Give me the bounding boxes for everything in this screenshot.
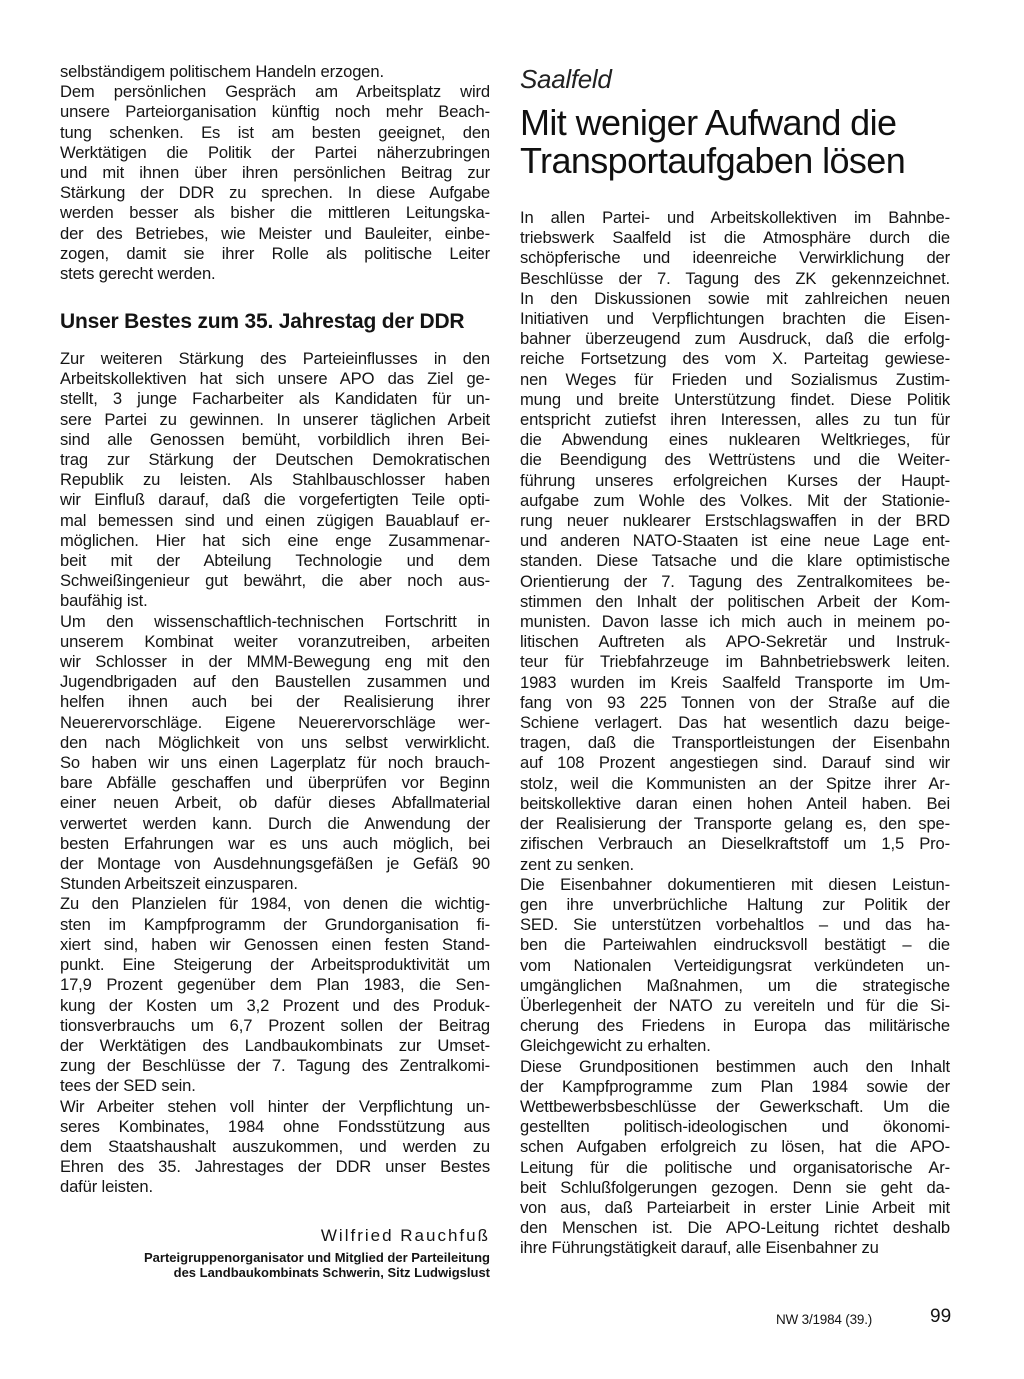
text-line: der Werktätigen des Landbaukombinats zur Umset- (60, 1035, 490, 1055)
text-line: In allen Partei- und Arbeitskollektiven im Bahnbe- (520, 208, 950, 227)
text-line: Diese Grundpositionen bestimmen auch den Inhalt (520, 1056, 950, 1076)
text-line: beit Schlußfolgerungen gezogen. Denn sie geht da- (520, 1177, 950, 1197)
text-line: der Realisierung der Transporte gelang es, den spe- (520, 814, 950, 834)
text-line: umgänglichen Maßnahmen, um die strategische (520, 975, 950, 995)
text-line: 17,9 Prozent gegenüber dem Plan 1983, die Sen- (60, 975, 490, 995)
text-line: von aus, daß Parteiarbeit in erster Linie Arbeit mit (520, 1197, 950, 1217)
text-line: wir Schlosser in der MMM-Bewegung eng mit den (60, 652, 490, 672)
text-line: und anderen NATO-Staaten ist eine neue Lage ent- (520, 531, 950, 551)
text-line: bahner überzeugend zum Ausdruck, daß die erfolg- (520, 329, 950, 349)
text-line: führung unseres erfolgreichen Kurses der Haupt- (520, 470, 950, 490)
text-line: SED. Sie unterstützen vorbehaltlos – und das ha- (520, 915, 950, 935)
text-line: trag zur Stärkung der Deutschen Demokratischen (60, 450, 490, 470)
text-line: tees der SED sein. (60, 1076, 196, 1096)
text-line: Orientierung der 7. Tagung des Zentralkomitees be- (520, 571, 950, 591)
text-line: Beschlüsse der 7. Tagung des ZK gekennzeichnet. (520, 268, 950, 288)
author-role-line: Parteigruppenorganisator und Mitglied der Parteileitung (144, 1250, 490, 1265)
text-line: zent zu senken. (520, 854, 634, 874)
text-line: stimmen den Inhalt der politischen Arbeit der Kom- (520, 591, 950, 611)
text-line: sere Partei zu gewinnen. In unserer täglichen Arbeit (60, 409, 490, 429)
text-line: standen. Diese Tatsache und die klare optimistische (520, 551, 950, 571)
text-line: triebswerk Saalfeld ist die Atmosphäre durch die (520, 228, 950, 248)
text-line: einer neuen Arbeit, ob dafür dieses Abfallmaterial (60, 793, 490, 813)
text-line: Gleichgewicht zu erhalten. (520, 1036, 711, 1056)
text-line: In den Diskussionen sowie mit zahlreichen neuen (520, 288, 950, 308)
text-line: entspricht zutiefst ihren Interessen, alles zu tun für (520, 410, 950, 430)
text-line: Werktätigen die Politik der Partei näherzubringen (60, 142, 490, 162)
text-line: Initiativen und Verpflichtungen brachten die Eisen- (520, 309, 950, 329)
text-line: xiert sind, haben wir Genossen einen festen Stand- (60, 934, 490, 954)
text-line: gen ihre unverbrüchliche Haltung zur Politik der (520, 894, 950, 914)
text-line: stellt, 3 junge Facharbeiter als Kandidaten für un- (60, 389, 490, 409)
text-line: schöpferische und ideenreiche Verwirklichung der (520, 248, 950, 268)
left-body-text (60, 349, 490, 1198)
text-line: teur für Triebfahrzeuge im Bahnbetriebswerk leiten. (520, 652, 950, 672)
text-line: tragen, daß die Transportleistungen der Eisenbahn (520, 733, 950, 753)
text-line: Stunden Arbeitszeit einzusparen. (60, 874, 298, 894)
page-number: 99 (930, 1306, 952, 1327)
text-line: Die Eisenbahner dokumentieren mit diesen Leistun- (520, 874, 950, 894)
text-line: sten im Kampfprogramm der Grundorganisation fi- (60, 914, 490, 934)
text-line: der Kampfprogramme zum Plan 1984 sowie der (520, 1076, 950, 1096)
text-line: Dem persönlichen Gespräch am Arbeitsplatz wird (60, 82, 490, 102)
text-line: auf 108 Prozent angestiegen sind. Darauf sind wir (520, 753, 950, 773)
text-line: verwertet werden kann. Durch die Anwendung der (60, 813, 490, 833)
text-line: Schweißingenieur gut bewährt, die aber noch aus- (60, 571, 490, 591)
text-line: stolz, weil die Kommunisten an der Spitze ihrer Ar- (520, 773, 950, 793)
text-line: Um den wissenschaftlich-technischen Fortschritt in (60, 611, 490, 631)
text-line: unsere Parteiorganisation künftig noch mehr Beach- (60, 102, 490, 122)
text-line: Neuerervorschläge. Eigene Neuerervorschläge wer- (60, 712, 490, 732)
text-line: beit mit der Abteilung Technologie und dem (60, 551, 490, 571)
text-line: ben die Parteiwahlen eindrucksvoll bestätigt – die (520, 935, 950, 955)
left-intro-paragraph (60, 62, 490, 284)
text-line: seres Kombinates, 1984 ohne Fondsstützung aus (60, 1116, 490, 1136)
text-line: mung und breite Unterstützung findet. Diese Politik (520, 389, 950, 409)
text-line: cherung des Friedens in Europa das militärische (520, 1016, 950, 1036)
text-line: zifischen Verbrauch an Dieselkraftstoff um 1,5 Pro- (520, 834, 950, 854)
author-role-line: des Landbaukombinats Schwerin, Sitz Ludwigslust (173, 1265, 490, 1280)
text-line: der Montage von Ausdehnungsgefäßen je Gefäß 90 (60, 854, 490, 874)
text-line: So haben wir uns einen Lagerplatz für noch brauch- (60, 753, 490, 773)
text-line: Ehren des 35. Jahrestages der DDR unser Bestes (60, 1157, 490, 1177)
text-line: punkt. Eine Steigerung der Arbeitsproduktivität um (60, 955, 490, 975)
text-line: munisten. Davon lasse ich mich auch in meinem po- (520, 612, 950, 632)
text-line: 1983 wurden im Kreis Saalfeld Transporte im Um- (520, 672, 950, 692)
text-line: Schiene verlagert. Das hat wesentlich dazu beige- (520, 713, 950, 733)
text-line: den Menschen ist. Die APO-Leitung richtet deshalb (520, 1218, 950, 1238)
text-line: baufähig ist. (60, 591, 148, 611)
text-line: rung neuer nuklearer Erstschlagswaffen in der BRD (520, 511, 950, 531)
text-line: fang von 93 225 Tonnen von der Straße auf die (520, 692, 950, 712)
text-line: Zur weiteren Stärkung des Parteieinflusses in den (60, 349, 490, 368)
text-line: Wettbewerbsbeschlüsse der Gewerkschaft. Um die (520, 1096, 950, 1116)
text-line: dem Staatshaushalt auszukommen, und werden zu (60, 1136, 490, 1156)
article-title-line: Transportaufgaben lösen (520, 140, 906, 181)
text-line: möglichen. Hier hat sich eine enge Zusammenar- (60, 530, 490, 550)
text-line: besten Erfahrungen war es uns auch möglich, bei (60, 833, 490, 853)
text-line: tionsverbrauchs um 6,7 Prozent sollen der Beitrag (60, 1015, 490, 1035)
issue-reference: NW 3/1984 (39.) (776, 1312, 873, 1327)
text-line: Arbeitskollektiven hat sich unsere APO das Ziel ge- (60, 369, 490, 389)
text-line: Überlegenheit der NATO zu vereiteln und für die Si- (520, 995, 950, 1015)
article-title (520, 104, 950, 180)
text-line: vom Nationalen Verteidigungsrat verkündeten un- (520, 955, 950, 975)
text-line: zogen, damit sie ihrer Rolle als politische Leiter (60, 243, 490, 263)
text-line: reiche Fortsetzung des vom X. Parteitag gewiese- (520, 349, 950, 369)
text-line: Jugendbrigaden auf den Baustellen zusammen und (60, 672, 490, 692)
text-line: und mit ihnen über ihren persönlichen Beitrag zur (60, 163, 490, 183)
text-line: den nach Möglichkeit von uns selbst verwirklicht. (60, 732, 490, 752)
text-line: dafür leisten. (60, 1177, 153, 1197)
section-heading: Unser Bestes zum 35. Jahrestag der DDR (60, 310, 465, 333)
text-line: aufgabe zum Wohle des Volkes. Mit der Stationie- (520, 490, 950, 510)
text-line: kung der Kosten um 3,2 Prozent und des Produk- (60, 995, 490, 1015)
text-line: stets gerecht werden. (60, 264, 216, 284)
right-body-text (520, 208, 950, 1259)
author-name: Wilfried Rauchfuß (320, 1226, 490, 1245)
text-line: der des Betriebes, wie Meister und Bauleiter, einbe- (60, 223, 490, 243)
text-line: Wir Arbeiter stehen voll hinter der Verpflichtung un- (60, 1096, 490, 1116)
text-line: Stärkung der DDR zu sprechen. In diese Aufgabe (60, 183, 490, 203)
text-line: selbständigem politischem Handeln erzogen. (60, 62, 384, 81)
text-line: wir Einfluß darauf, daß die vorgefertigten Teile opti- (60, 490, 490, 510)
text-line: mal bemessen sind und einen zügigen Bauablauf er- (60, 510, 490, 530)
text-line: werden besser als bisher die mittleren Leitungska- (60, 203, 490, 223)
author-role (144, 1250, 490, 1280)
text-line: unserem Kombinat weiter voranzutreiben, arbeiten (60, 631, 490, 651)
text-line: schen Aufgaben erfolgreich zu lösen, hat die APO- (520, 1137, 950, 1157)
text-line: gestellten politisch-ideologischen und ökonomi- (520, 1117, 950, 1137)
text-line: beitskollektive daran einen hohen Anteil haben. Bei (520, 793, 950, 813)
text-line: helfen ihnen auch bei der Realisierung ihrer (60, 692, 490, 712)
text-line: die Abwendung eines nuklearen Weltkrieges, für (520, 430, 950, 450)
text-line: litischen Auftreten als APO-Sekretär und Instruk- (520, 632, 950, 652)
text-line: bare Abfälle geschaffen und überprüfen vor Beginn (60, 773, 490, 793)
text-line: Leitung für die politische und organisatorische Ar- (520, 1157, 950, 1177)
text-line: zung der Beschlüsse der 7. Tagung des Zentralkomi- (60, 1056, 490, 1076)
text-line: sind alle Genossen bemüht, vorbildlich ihren Bei- (60, 429, 490, 449)
text-line: ihre Führungstätigkeit darauf, alle Eisenbahner zu (520, 1238, 879, 1258)
article-kicker: Saalfeld (520, 64, 612, 94)
text-line: die Beendigung des Wettrüstens und die Weiter- (520, 450, 950, 470)
text-line: tung schenken. Es ist am besten geeignet, den (60, 122, 490, 142)
text-line: Zu den Planzielen für 1984, von denen die wichtig- (60, 894, 490, 914)
text-line: Republik zu leisten. Als Stahlbauschlosser haben (60, 470, 490, 490)
article-title-line: Mit weniger Aufwand die (520, 102, 897, 143)
text-line: nen Weges für Frieden und Sozialismus Zustim- (520, 369, 950, 389)
